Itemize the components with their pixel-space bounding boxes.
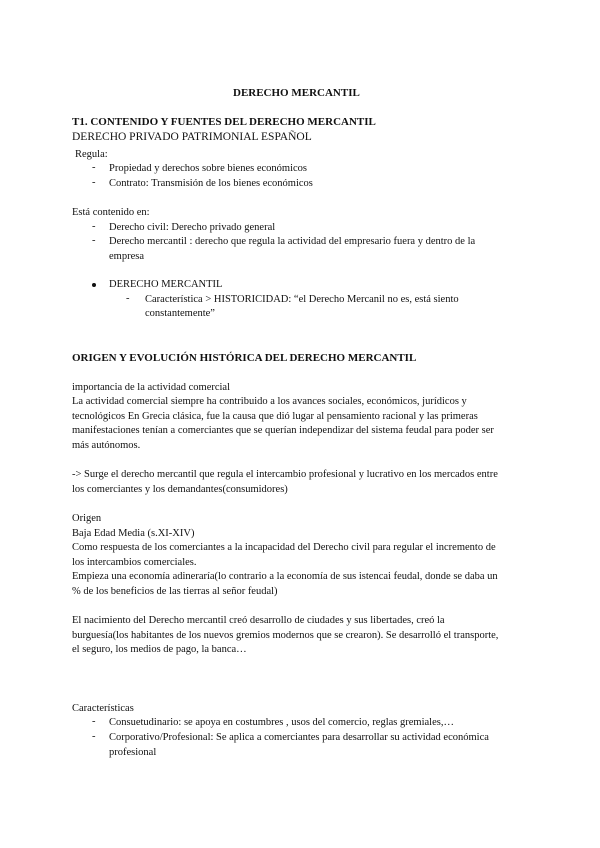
caracteristicas-label: Características xyxy=(72,703,134,714)
dash-marker: - xyxy=(92,177,96,188)
list-item-continuation: empresa xyxy=(109,251,144,262)
paragraph-line: tecnológicos En Grecia clásica, fue la causa que dió lugar al pensamiento racional y las primeras xyxy=(72,411,478,422)
paragraph-line: los comerciantes y los demandantes(consumidores) xyxy=(72,484,288,495)
paragraph-line: el seguro, los medios de pago, la banca… xyxy=(72,644,247,655)
paragraph-line: -> Surge el derecho mercantil que regula el intercambio profesional y lucrativo en los mercados entre xyxy=(72,469,498,480)
dash-marker: - xyxy=(126,293,130,304)
dash-marker: - xyxy=(92,235,96,246)
list-item: Derecho civil: Derecho privado general xyxy=(109,222,276,233)
paragraph-line: burguesía(los habitantes de los nuevos gremios modernos que se crearon). Se desarrolló el transporte, xyxy=(72,630,499,641)
dash-marker: - xyxy=(92,731,96,742)
paragraph-line: más autónomos. xyxy=(72,440,141,451)
contenido-label: Está contenido en: xyxy=(72,207,150,218)
dash-marker: - xyxy=(92,716,96,727)
list-item: Contrato: Transmisión de los bienes económicos xyxy=(109,178,313,189)
sub-item-continuation: constantemente” xyxy=(145,308,215,319)
list-item-continuation: profesional xyxy=(109,747,157,758)
paragraph-line: La actividad comercial siempre ha contribuido a los avances sociales, económicos, jurídicos y xyxy=(72,396,467,407)
paragraph-line: Como respuesta de los comerciantes a la incapacidad del Derecho civil para regular el incremento de xyxy=(72,542,496,553)
baja-edad-label: Baja Edad Media (s.XI-XIV) xyxy=(72,528,195,539)
document-title: DERECHO MERCANTIL xyxy=(233,87,360,99)
list-item: Corporativo/Profesional: Se aplica a comerciantes para desarrollar su actividad económica xyxy=(109,732,489,743)
list-item: Consuetudinario: se apoya en costumbres , usos del comercio, reglas gremiales,… xyxy=(109,717,454,728)
bullet-icon xyxy=(92,283,96,287)
origen-label: Origen xyxy=(72,513,102,524)
sub-item: Característica > HISTORICIDAD: “el Derecho Mercanil no es, está siento xyxy=(145,294,459,305)
list-item: Derecho mercantil : derecho que regula la actividad del empresario fuera y dentro de la xyxy=(109,236,476,247)
subtitle: DERECHO PRIVADO PATRIMONIAL ESPAÑOL xyxy=(72,131,312,143)
bullet-item: DERECHO MERCANTIL xyxy=(109,279,223,290)
paragraph-line: manifestaciones tenían a comerciantes que se querían independizar del sistema feudal para poder ser xyxy=(72,425,494,436)
dash-marker: - xyxy=(92,162,96,173)
paragraph-line: El nacimiento del Derecho mercantil creó desarrollo de ciudades y sus libertades, creó la xyxy=(72,615,445,626)
list-item: Propiedad y derechos sobre bienes económicos xyxy=(109,163,307,174)
paragraph-line: los intercambios comerciales. xyxy=(72,557,197,568)
section-heading-origen: ORIGEN Y EVOLUCIÓN HISTÓRICA DEL DERECHO MERCANTIL xyxy=(72,352,417,364)
regula-label: Regula: xyxy=(75,149,108,160)
dash-marker: - xyxy=(92,221,96,232)
section-heading-t1: T1. CONTENIDO Y FUENTES DEL DERECHO MERCANTIL xyxy=(72,116,376,128)
paragraph-line: Empieza una economía adineraría(lo contrario a la economía de sus istencai feudal, donde se daba un xyxy=(72,571,498,582)
importancia-label: importancia de la actividad comercial xyxy=(72,382,231,393)
paragraph-line: % de los beneficios de las tierras al señor feudal) xyxy=(72,586,278,597)
